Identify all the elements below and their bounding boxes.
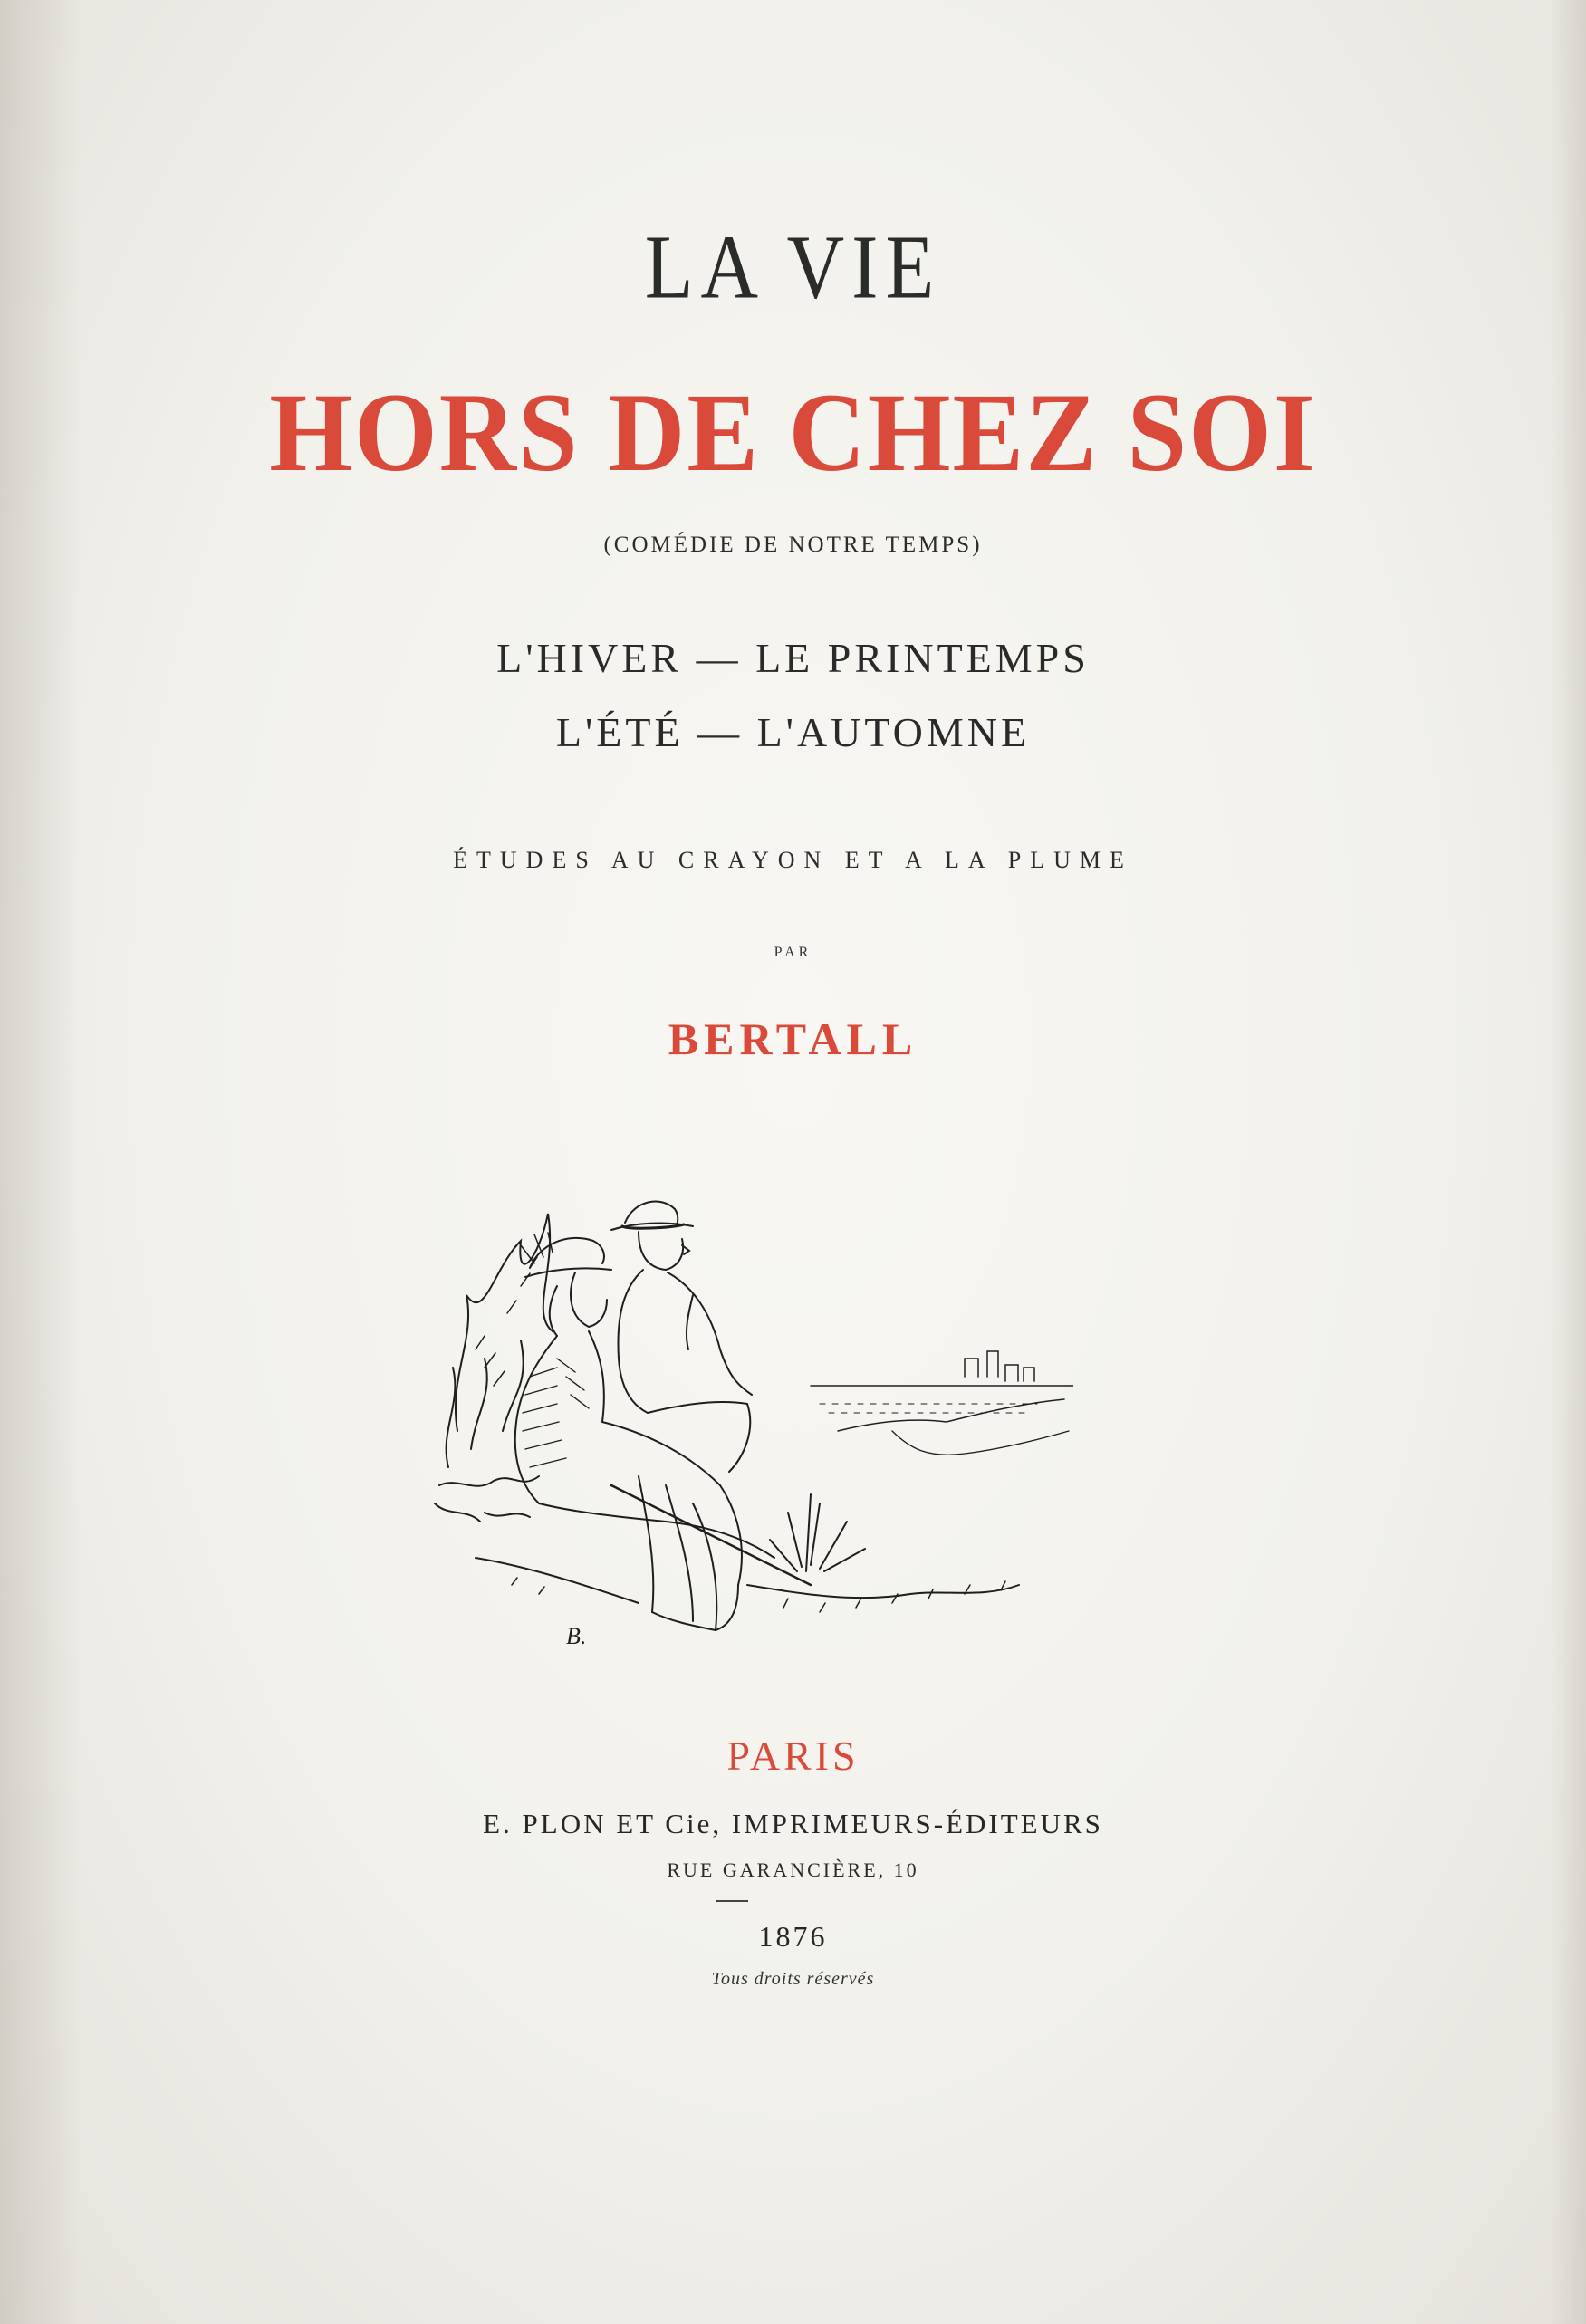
by-label: PAR [774,945,812,960]
rights-notice: Tous droits réservés [711,1969,875,1989]
author-name: BERTALL [668,1013,918,1064]
title-la-vie: LA VIE [644,216,942,319]
main-title: HORS DE CHEZ SOI [269,370,1317,495]
publication-year: 1876 [758,1920,828,1953]
seasons-line-1: L'HIVER — LE PRINTEMPS [496,635,1090,681]
publisher-address: RUE GARANCIÈRE, 10 [667,1858,919,1881]
studies-line: ÉTUDES AU CRAYON ET A LA PLUME [453,847,1133,873]
divider-rule [716,1900,748,1902]
illustration-signature: B. [566,1623,587,1649]
seasons-line-2: L'ÉTÉ — L'AUTOMNE [555,709,1031,755]
publisher-line: E. PLON ET Cie, IMPRIMEURS-ÉDITEURS [483,1808,1103,1839]
publication-place: PARIS [726,1733,860,1779]
subtitle: (COMÉDIE DE NOTRE TEMPS) [603,533,983,557]
couple-engraving-illustration [421,1159,1073,1657]
